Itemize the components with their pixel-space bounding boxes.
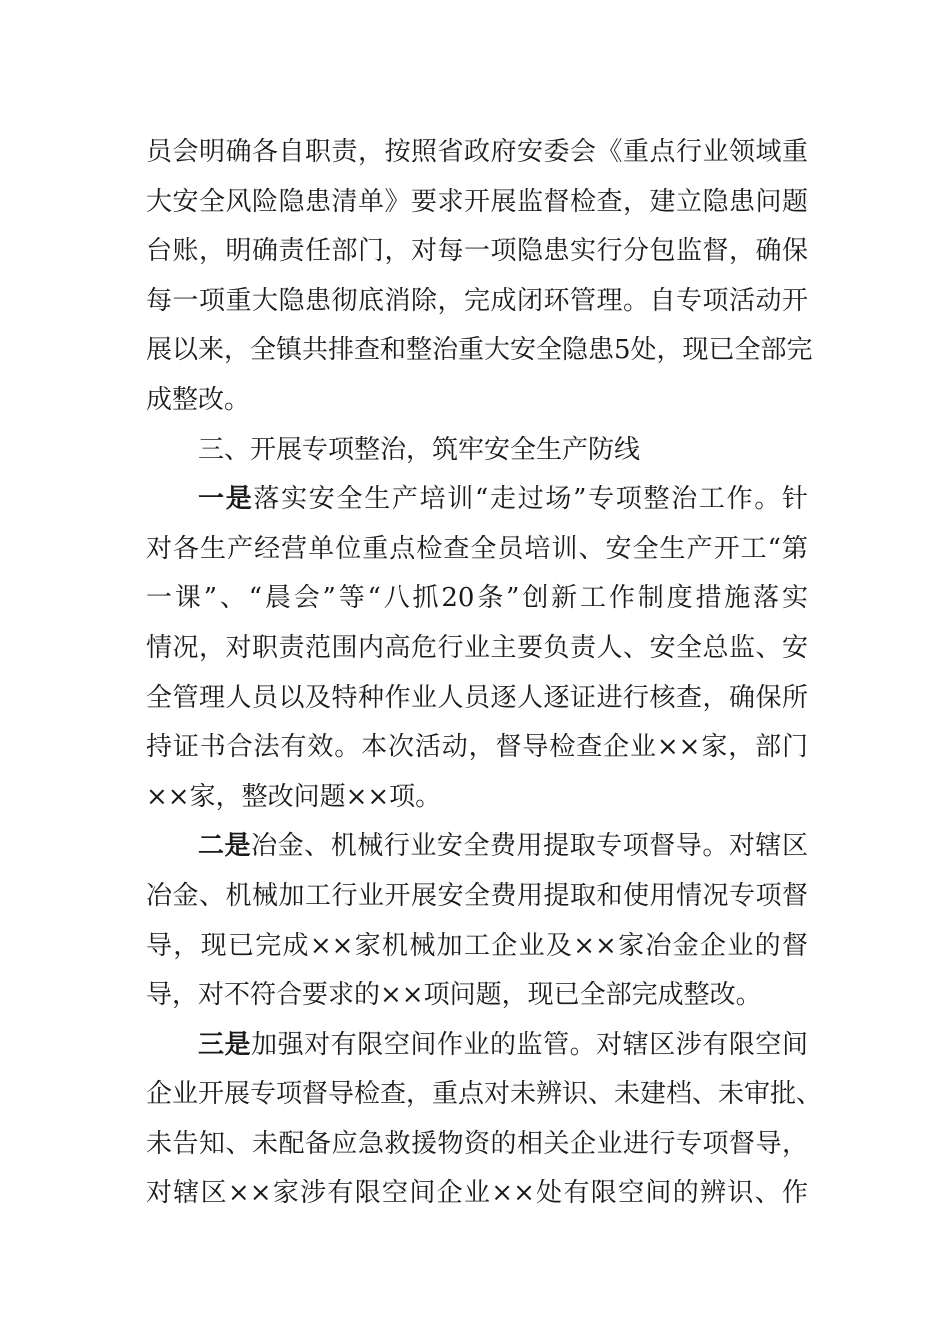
line-text: 企业开展专项督导检查，重点对未辨识、未建档、未审批、 [146,1079,823,1110]
line-text: 全管理人员以及特种作业人员逐人逐证进行核查，确保所 [146,682,808,713]
text-line [146,1070,823,1120]
text-line [146,1120,808,1170]
text-line [146,227,808,277]
line-text: 未告知、未配备应急救援物资的相关企业进行专项督导， [146,1128,808,1159]
paragraph-lead: 一是 [198,484,254,515]
line-text: 每一项重大隐患彻底消除，完成闭环管理。自专项活动开 [146,285,808,316]
line-text: 员会明确各自职责，按照省政府安委会《重点行业领域重 [146,137,808,167]
line-text: 情况，对职责范围内高危行业主要负责人、安全总监、安 [146,632,808,663]
text-line [146,1021,808,1071]
text-line [146,624,808,674]
paragraph-lead: 三是 [198,1029,252,1060]
text-line [146,277,808,327]
text-line [146,475,808,525]
line-text: 大安全风险隐患清单》要求开展监督检查，建立隐患问题 [146,186,808,217]
text-line [146,426,808,476]
text-line [146,525,808,575]
text-line [146,773,808,823]
line-text: 一课”、“晨会”等“八抓20条”创新工作制度措施落实 [146,583,808,614]
text-line [146,822,808,872]
text-line [146,128,808,178]
text-line [146,723,808,773]
document-body [146,128,823,1219]
line-text: 导，现已完成××家机械加工企业及××家冶金企业的督 [146,930,808,961]
text-line [146,922,808,972]
line-text: 展以来，全镇共排查和整治重大安全隐患5处，现已全部完 [146,335,813,366]
line-text: 持证书合法有效。本次活动，督导检查企业××家，部门 [146,732,808,763]
text-line [146,574,808,624]
text-line [146,326,813,376]
text-line [146,376,808,426]
line-text: 加强对有限空间作业的监管。对辖区涉有限空间 [251,1029,808,1060]
line-text: 落实安全生产培训“走过场”专项整治工作。针 [253,484,808,515]
line-text: 对各生产经营单位重点检查全员培训、安全生产开工“第 [146,533,808,564]
line-text: 三、开展专项整治，筑牢安全生产防线 [198,434,641,465]
text-line [146,1169,808,1219]
line-text: 冶金、机械加工行业开展安全费用提取和使用情况专项督 [146,880,808,911]
line-text: 导，对不符合要求的××项问题，现已全部完成整改。 [146,980,762,1011]
text-line [146,674,808,724]
line-text: 台账，明确责任部门，对每一项隐患实行分包监督，确保 [146,236,808,267]
text-line [146,971,808,1021]
line-text: ××家，整改问题××项。 [146,781,442,812]
line-text: 成整改。 [146,384,251,415]
text-line [146,872,808,922]
paragraph-lead: 二是 [198,831,252,862]
line-text: 对辖区××家涉有限空间企业××处有限空间的辨识、作 [146,1178,808,1209]
text-line [146,178,808,228]
line-text: 冶金、机械行业安全费用提取专项督导。对辖区 [251,831,808,862]
